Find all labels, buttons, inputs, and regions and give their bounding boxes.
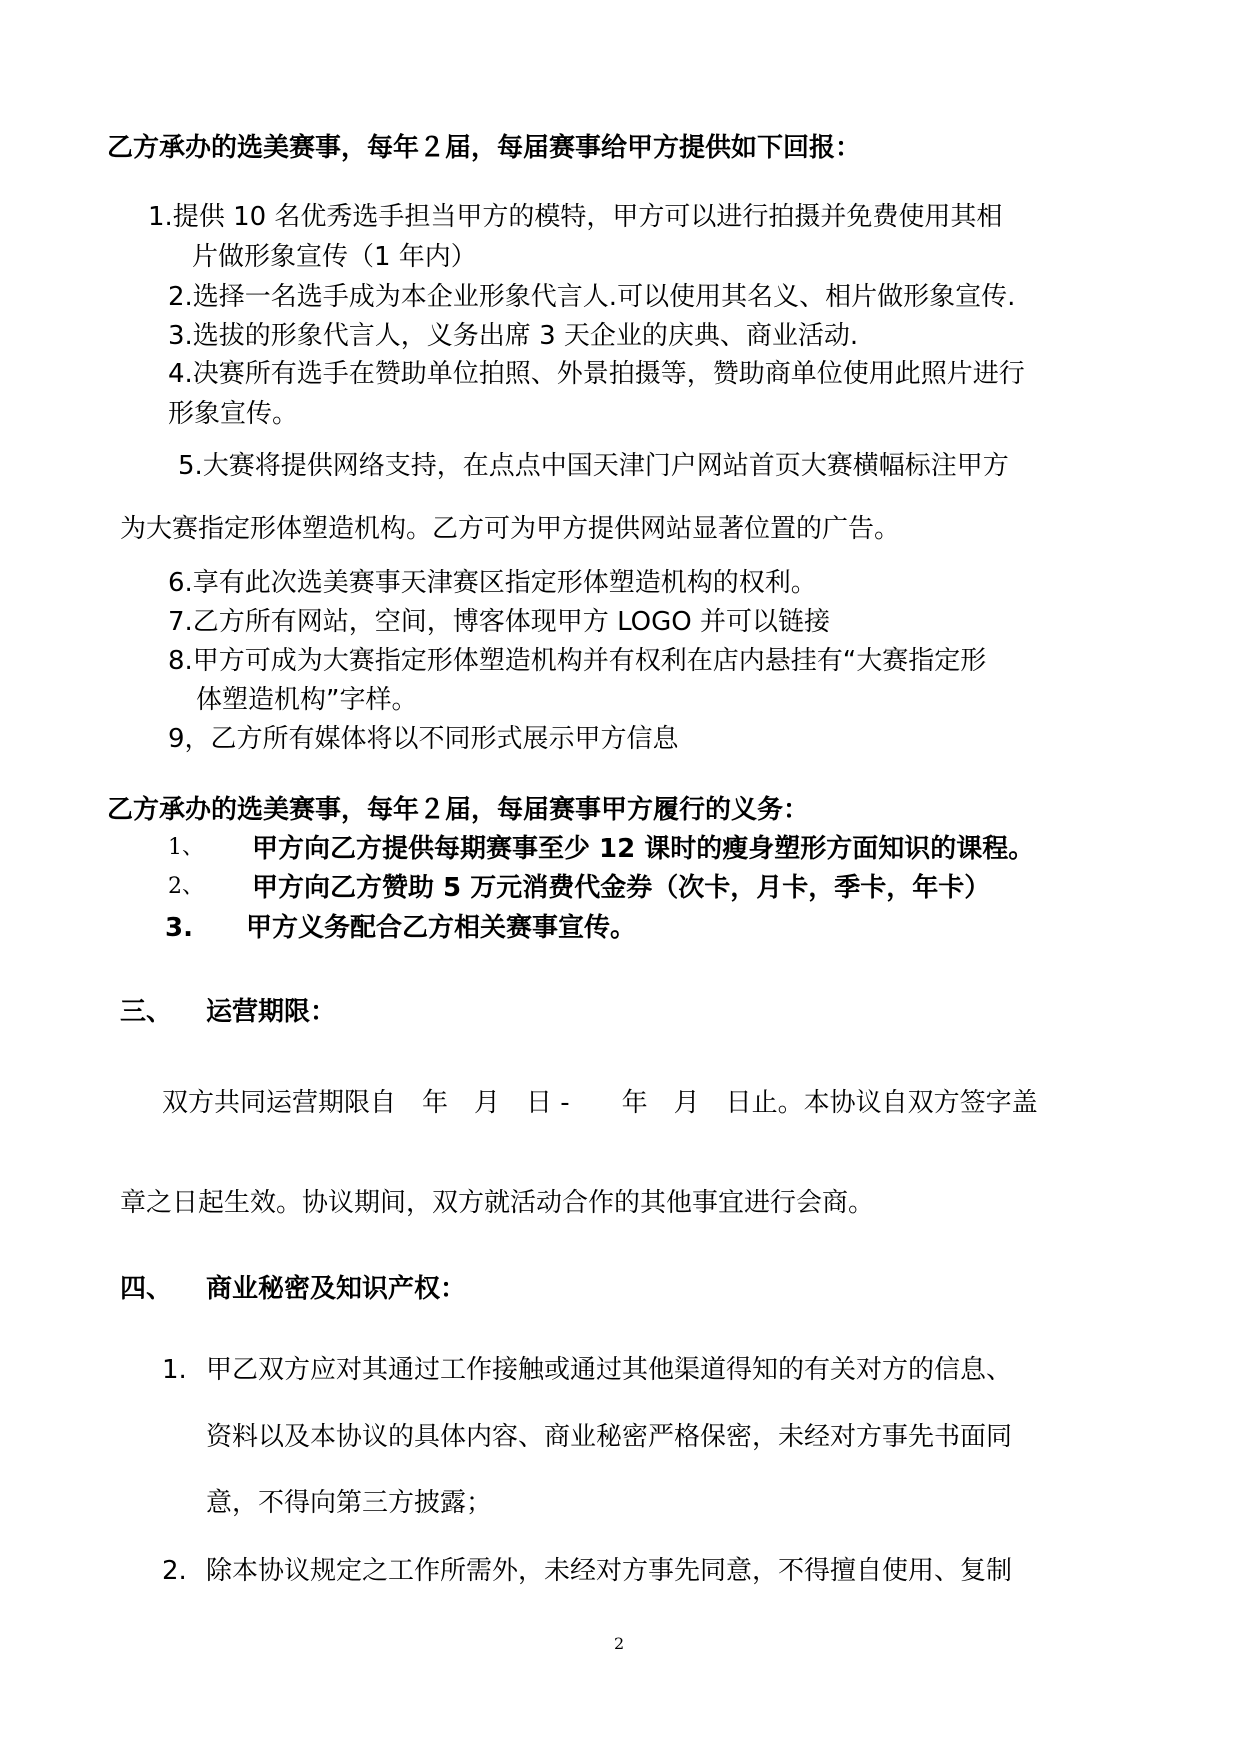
section-3-para-line2: 章之日起生效。协议期间，双方就活动合作的其他事宜进行会商。 bbox=[120, 1188, 875, 1218]
obligation-3-text: 甲方义务配合乙方相关赛事宣传。 bbox=[246, 913, 637, 943]
reward-item-4-line2: 形象宣传。 bbox=[168, 399, 299, 429]
section-4-item-2-number: 2. bbox=[162, 1556, 187, 1586]
section-3-number: 三、 bbox=[120, 997, 173, 1027]
reward-item-7: 7.乙方所有网站，空间，博客体现甲方 LOGO 并可以链接 bbox=[168, 607, 830, 637]
reward-item-5-line2: 为大赛指定形体塑造机构。乙方可为甲方提供网站显著位置的广告。 bbox=[120, 514, 901, 544]
obligation-1-text: 甲方向乙方提供每期赛事至少 12 课时的瘦身塑形方面知识的课程。 bbox=[252, 834, 1035, 864]
reward-item-8-line1: 8.甲方可成为大赛指定形体塑造机构并有权利在店内悬挂有“大赛指定形 bbox=[168, 646, 987, 676]
section-4-item-2-line1: 除本协议规定之工作所需外，未经对方事先同意，不得擅自使用、复制 bbox=[206, 1556, 1013, 1586]
reward-item-8-line2: 体塑造机构”字样。 bbox=[196, 685, 418, 715]
section-3-title: 运营期限： bbox=[206, 997, 337, 1027]
reward-item-3: 3.选拔的形象代言人，义务出席 3 天企业的庆典、商业活动. bbox=[168, 321, 859, 351]
section-4-title: 商业秘密及知识产权： bbox=[206, 1274, 467, 1304]
page-number: 2 bbox=[614, 1634, 625, 1653]
section-4-item-1-line1: 甲乙双方应对其通过工作接触或通过其他渠道得知的有关对方的信息、 bbox=[206, 1355, 1013, 1385]
reward-item-1-line2: 片做形象宣传（1 年内） bbox=[192, 242, 477, 272]
rewards-heading: 乙方承办的选美赛事，每年２届，每届赛事给甲方提供如下回报： bbox=[107, 133, 862, 163]
obligation-3-number: 3. bbox=[165, 913, 193, 943]
reward-item-5-line1: 5.大赛将提供网络支持，在点点中国天津门户网站首页大赛横幅标注甲方 bbox=[178, 451, 1009, 481]
reward-item-4-line1: 4.决赛所有选手在赞助单位拍照、外景拍摄等，赞助商单位使用此照片进行 bbox=[168, 359, 1025, 389]
section-4-item-1-line2: 资料以及本协议的具体内容、商业秘密严格保密，未经对方事先书面同 bbox=[206, 1422, 1013, 1452]
obligation-2-number: 2、 bbox=[168, 874, 204, 899]
reward-item-2: 2.选择一名选手成为本企业形象代言人.可以使用其名义、相片做形象宣传. bbox=[168, 282, 1016, 312]
reward-item-9: 9，乙方所有媒体将以不同形式展示甲方信息 bbox=[168, 724, 679, 754]
reward-item-6: 6.享有此次选美赛事天津赛区指定形体塑造机构的权利。 bbox=[168, 568, 817, 598]
section-4-item-1-number: 1. bbox=[162, 1355, 187, 1385]
section-3-para-line1: 双方共同运营期限自 年 月 日 - 年 月 日止。本协议自双方签字盖 bbox=[162, 1088, 1038, 1118]
section-4-number: 四、 bbox=[120, 1274, 173, 1304]
reward-item-1-line1: 1.提供 10 名优秀选手担当甲方的模特，甲方可以进行拍摄并免费使用其相 bbox=[148, 202, 1003, 232]
obligation-1-number: 1、 bbox=[168, 835, 204, 860]
obligation-2-text: 甲方向乙方赞助 5 万元消费代金券（次卡，月卡，季卡，年卡） bbox=[252, 873, 991, 903]
obligations-heading: 乙方承办的选美赛事，每年２届，每届赛事甲方履行的义务： bbox=[107, 795, 810, 825]
section-4-item-1-line3: 意，不得向第三方披露； bbox=[206, 1488, 493, 1518]
